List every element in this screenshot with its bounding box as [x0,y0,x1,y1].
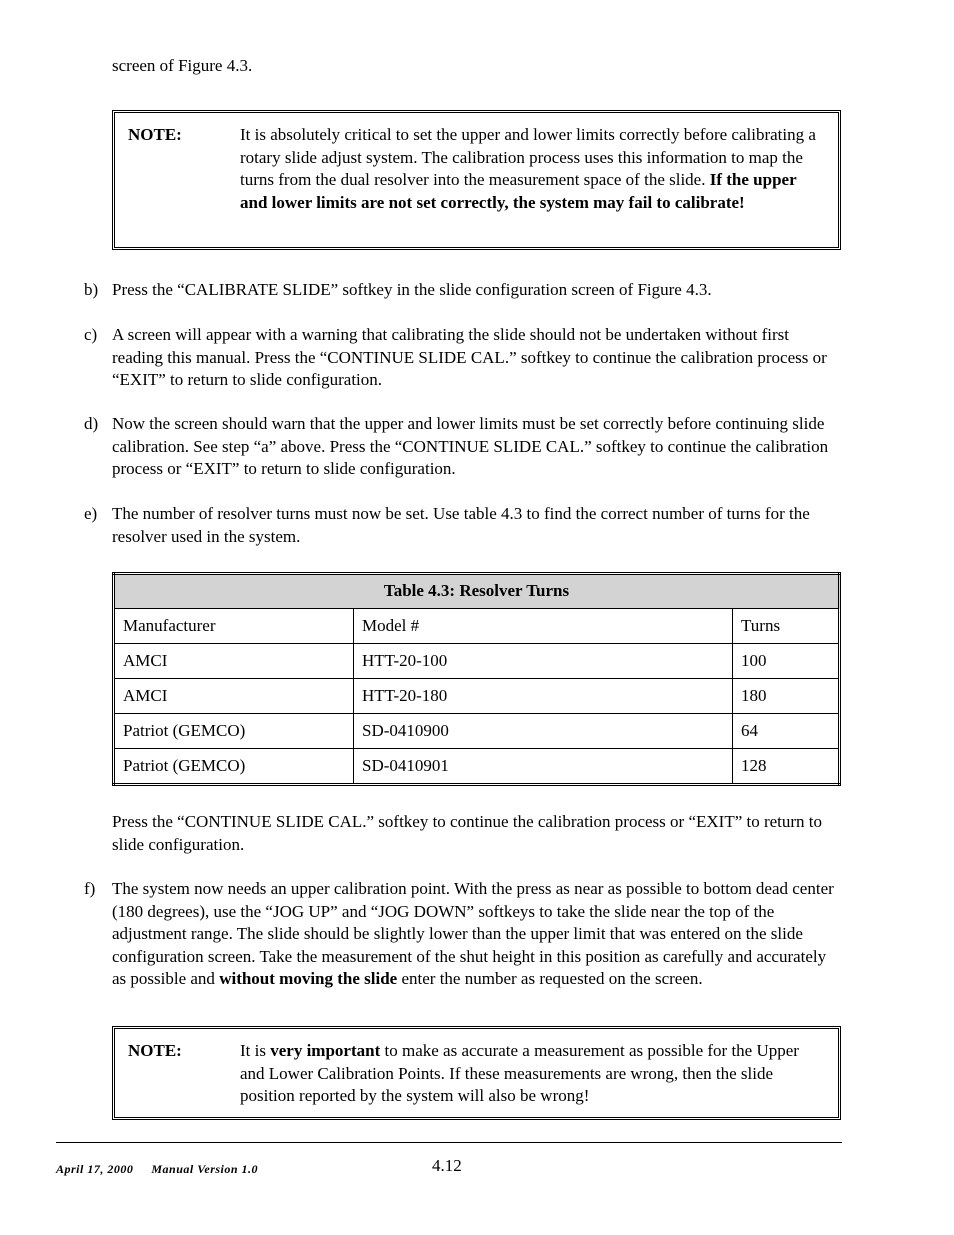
step-e-text: The number of resolver turns must now be set. Use table 4.3 to find the correct number of turns for the resolver used in the system. [112,504,810,546]
cell-manufacturer: Patriot (GEMCO) [114,749,354,785]
step-b-text: Press the “CALIBRATE SLIDE” softkey in the slide configuration screen of Figure 4.3. [112,280,712,299]
cell-turns: 128 [733,749,840,785]
header-manufacturer: Manufacturer [114,609,354,644]
step-f-text [112,878,840,991]
table-header-row [114,609,840,644]
note-text-plain: It is absolutely critical to set the upper and lower limits correctly before calibrating a rotary slide adjust system. The calibration process uses this information to map the turns from the dual resolver into the measurement space of the slide. [240,125,816,189]
step-d-label: d) [84,414,99,433]
table-row [114,679,840,714]
note-text-end: to make as accurate a measurement as possible for the Upper and Lower Calibration Points. If these measurements are wrong, then the slide position reported by the system will also be wrong! [240,1041,799,1105]
step-d-text: Now the screen should warn that the upper and lower limits must be set correctly before continuing slide calibration. See step “a” above. Press the “CONTINUE SLIDE CAL.” softkey to continue the calibration process or “EXIT” to return to slide configuration. [112,414,829,478]
note-label: NOTE: [128,125,182,144]
footer-date: April 17, 2000 [56,1162,134,1176]
note-text [240,1040,825,1108]
note-text-bold: very important [270,1041,381,1060]
footer-info [56,1158,258,1181]
note-text-plain: It is [240,1041,271,1060]
cell-manufacturer: AMCI [114,644,354,679]
step-f-text-end: enter the number as requested on the screen. [397,969,703,988]
cell-model: SD-0410901 [354,749,733,785]
table-caption-row [114,574,840,609]
page-number: 4.12 [432,1156,462,1175]
note-box-measurement [112,1026,841,1120]
step-f-text-bold: without moving the slide [219,969,398,988]
step-c-text: A screen will appear with a warning that calibrating the slide should not be undertaken without first reading this manual. Press the “CONTINUE SLIDE CAL.” softkey to continue the calibration process or “EXIT” to return to slide configuration. [112,325,827,389]
step-e-label: e) [84,504,98,523]
table-caption: Table 4.3: Resolver Turns [114,574,840,609]
intro-line: screen of Figure 4.3. [112,56,253,75]
cell-manufacturer: Patriot (GEMCO) [114,714,354,749]
table-row [114,749,840,785]
after-table-text: Press the “CONTINUE SLIDE CAL.” softkey to continue the calibration process or “EXIT” to return to slide configuration. [112,812,823,854]
table-row [114,644,840,679]
cell-manufacturer: AMCI [114,679,354,714]
resolver-turns-table [112,572,841,786]
note-text-bold: If the upper and lower limits are not set correctly, the system may fail to calibrate! [240,170,797,212]
cell-turns: 100 [733,644,840,679]
table-row [114,714,840,749]
note-text [240,124,825,214]
header-turns: Turns [733,609,840,644]
cell-model: SD-0410900 [354,714,733,749]
header-model: Model # [354,609,733,644]
note-label: NOTE: [128,1041,182,1060]
step-b-label: b) [84,280,99,299]
cell-turns: 180 [733,679,840,714]
cell-model: HTT-20-100 [354,644,733,679]
footer-rule [56,1142,842,1143]
cell-model: HTT-20-180 [354,679,733,714]
footer-version: Manual Version 1.0 [151,1162,259,1176]
cell-turns: 64 [733,714,840,749]
step-f-label: f) [84,879,96,898]
step-f-text-plain: The system now needs an upper calibration point. With the press as near as possible to bottom dead center (180 degrees), use the “JOG UP” and “JOG DOWN” softkeys to take the slide near the top of the adjustment range. The slide should be slightly lower than the upper limit that was entered on the slide configuration screen. Take the measurement of the shut height in this position as carefully and accurately as possible and [112,879,834,988]
step-c-label: c) [84,325,98,344]
note-box-limits [112,110,841,250]
